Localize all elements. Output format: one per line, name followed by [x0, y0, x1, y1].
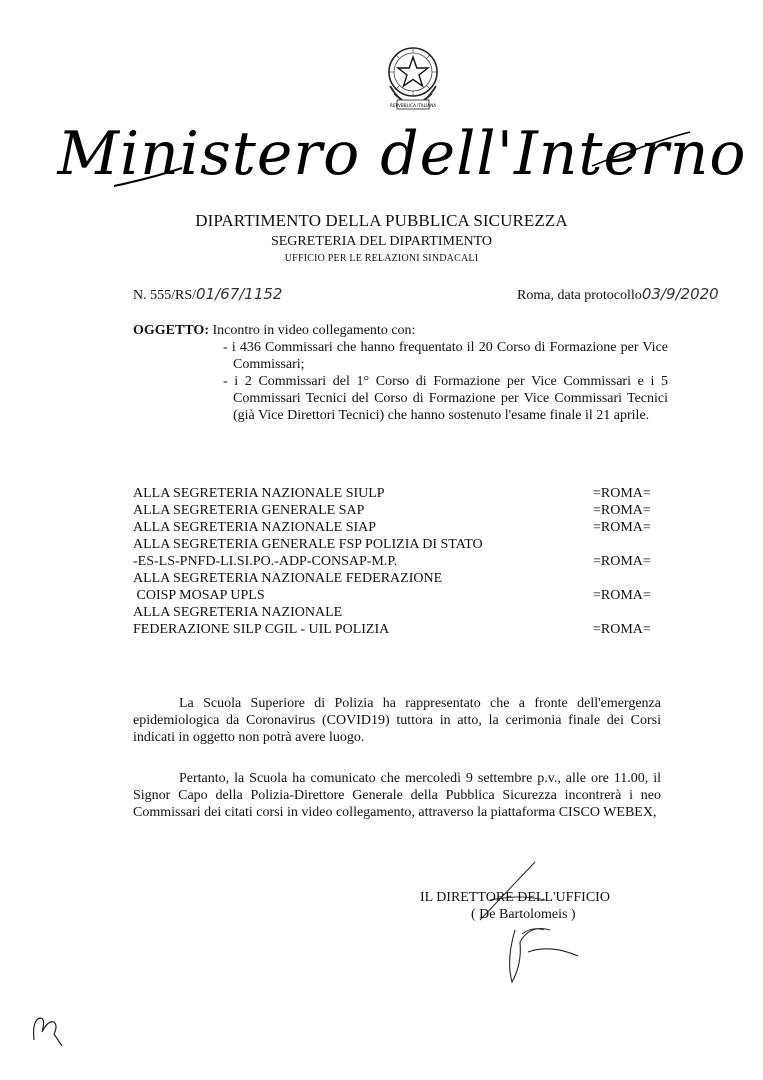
recipient-city: =ROMA=	[593, 503, 651, 518]
republic-emblem-icon	[382, 42, 444, 112]
recipient-name: COISP MOSAP UPLS	[133, 588, 265, 603]
ministry-title-logo	[57, 108, 747, 200]
recipient-row	[133, 587, 663, 604]
handwritten-signature-icon	[460, 860, 600, 990]
recipient-city: =ROMA=	[593, 520, 651, 535]
secretariat-heading: SEGRETERIA DEL DIPARTIMENTO	[270, 234, 493, 249]
subject-item: - i 2 Commissari del 1° Corso di Formazione per Vice Commissari e i 5 Commissari Tecnici del Corso di Formazione per Vice Commissari Tecnici (già Vice Direttori Tecnici) che hanno sostenuto l'esame finale il 21 aprile.	[223, 374, 668, 423]
recipient-name: ALLA SEGRETERIA GENERALE FSP POLIZIA DI STATO	[133, 537, 483, 552]
emblem-motto: REPVBBLICA ITALIANA	[389, 103, 437, 108]
handwritten-initials-icon	[28, 1010, 68, 1050]
subject-label: OGGETTO:	[133, 323, 209, 338]
subject-block	[133, 322, 668, 424]
recipient-name: ALLA SEGRETERIA NAZIONALE FEDERAZIONE	[133, 571, 443, 586]
protocol-date-handwritten: 03/9/2020	[641, 285, 719, 303]
department-heading: DIPARTIMENTO DELLA PUBBLICA SICUREZZA	[195, 211, 568, 230]
recipient-name: FEDERAZIONE SILP CGIL - UIL POLIZIA	[133, 622, 390, 637]
protocol-number	[133, 285, 282, 304]
ministry-title: Ministero dell'Interno	[57, 119, 747, 189]
recipient-row	[133, 502, 663, 519]
recipient-city	[593, 570, 663, 587]
recipient-city	[593, 604, 663, 621]
recipient-name: ALLA SEGRETERIA NAZIONALE SIAP	[133, 520, 377, 535]
subject-intro: Incontro in video collegamento con:	[212, 323, 416, 338]
body-paragraph-1: La Scuola Superiore di Polizia ha rappresentato che a fronte dell'emergenza epidemiologica da Coronavirus (COVID19) tuttora in atto, la cerimonia finale dei Corsi indicati in oggetto non potrà avere luogo.	[133, 696, 661, 745]
recipient-row	[133, 604, 663, 621]
recipient-row	[133, 570, 663, 587]
recipient-row	[133, 553, 663, 570]
recipient-row	[133, 536, 663, 553]
recipient-row	[133, 519, 663, 536]
recipient-row	[133, 621, 663, 638]
protocol-number-label: N. 555/RS/	[133, 288, 197, 303]
recipient-city: =ROMA=	[593, 486, 651, 501]
recipient-city	[593, 536, 663, 553]
recipient-name: ALLA SEGRETERIA GENERALE SAP	[133, 503, 365, 518]
recipient-city: =ROMA=	[593, 554, 651, 569]
recipient-city: =ROMA=	[593, 622, 651, 637]
recipient-name: -ES-LS-PNFD-LI.SI.PO.-ADP-CONSAP-M.P.	[133, 554, 398, 569]
protocol-date-label: Roma, data protocollo	[517, 288, 642, 303]
recipients-list	[133, 485, 663, 638]
office-heading: UFFICIO PER LE RELAZIONI SINDACALI	[284, 253, 479, 264]
recipient-city: =ROMA=	[593, 588, 651, 603]
protocol-number-handwritten: 01/67/1152	[196, 285, 283, 303]
subject-list	[223, 339, 668, 424]
body-paragraph-2: Pertanto, la Scuola ha comunicato che mercoledì 9 settembre p.v., alle ore 11.00, il Signor Capo della Polizia-Direttore Generale della Pubblica Sicurezza incontrerà i neo Commissari dei citati corsi in video collegamento, attraverso la piattaforma CISCO WEBEX,	[133, 771, 661, 820]
signatory-name: ( De Bartolomeis )	[471, 907, 576, 922]
recipient-row	[133, 485, 663, 502]
protocol-date	[517, 285, 719, 304]
signature-block	[420, 889, 650, 923]
recipient-name: ALLA SEGRETERIA NAZIONALE	[133, 605, 343, 620]
recipient-name: ALLA SEGRETERIA NAZIONALE SIULP	[133, 486, 385, 501]
subject-item: - i 436 Commissari che hanno frequentato il 20 Corso di Formazione per Vice Commissari;	[223, 340, 668, 372]
signatory-title: IL DIRETTORE DELL'UFFICIO	[420, 890, 610, 905]
